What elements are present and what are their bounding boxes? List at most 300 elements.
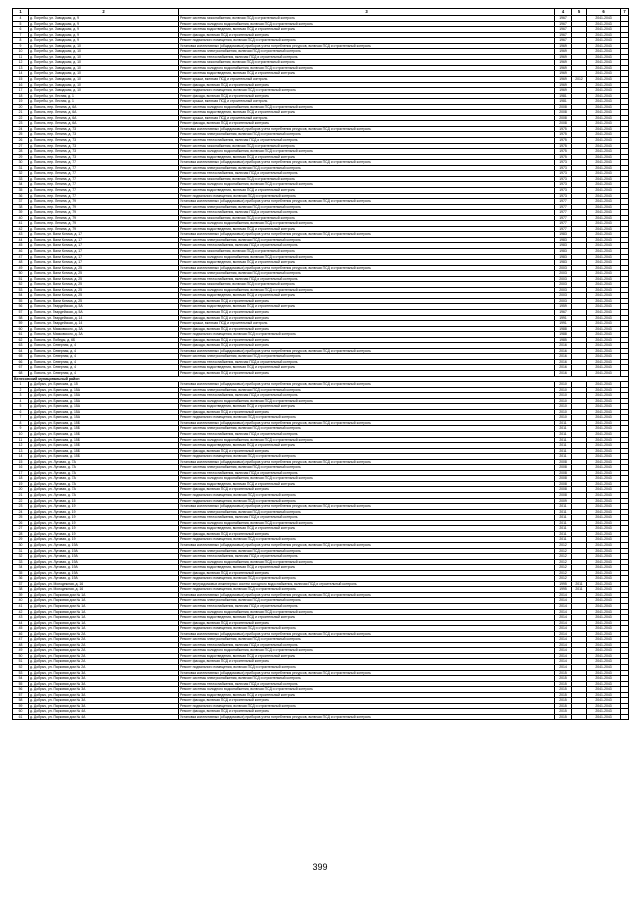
row-number: 39: [13, 592, 29, 598]
work-type-cell: Ремонт системы электроснабжения, включая ПСД и строительный контроль: [179, 271, 555, 277]
row-number: 59: [13, 703, 29, 709]
build-year-cell: 1959: [555, 304, 572, 310]
address-cell: д. Поволь, пер. Ленина, д. 73: [29, 154, 179, 160]
address-cell: д. Поволь, пер. Ленина, д. 6А: [29, 110, 179, 116]
planned-period-cell: 2041-2043: [587, 520, 621, 526]
column-header: 1: [13, 9, 29, 16]
planned-period-cell: 2041-2043: [587, 265, 621, 271]
address-cell: д. Поволь, ул. Вали Котика, д. 17: [29, 260, 179, 266]
build-year-cell: 2012: [555, 559, 572, 565]
planned-period-cell: 2041-2043: [587, 337, 621, 343]
address-cell: д. Добрыч, ул. Парковая дом № 2А: [29, 653, 179, 659]
planned-period-cell: 2041-2043: [587, 703, 621, 709]
row-number: 55: [13, 681, 29, 687]
row-number: 35: [13, 570, 29, 576]
row-number: 21: [13, 110, 29, 116]
build-year-cell: 1969: [555, 77, 572, 83]
planned-period-cell: 2041-2043: [587, 576, 621, 582]
planned-period-cell: 2041-2043: [587, 637, 621, 643]
address-cell: д. Поволь, ул. Гвардейская, д. 14: [29, 315, 179, 321]
planned-period-cell: 2041-2043: [587, 415, 621, 421]
planned-period-cell: 2041-2043: [587, 409, 621, 415]
address-cell: д. Погребы, ул. Лесная, д. 1: [29, 93, 179, 99]
build-year-cell: 2009: [555, 498, 572, 504]
row-number: 23: [13, 504, 29, 510]
planned-period-cell: 2041-2043: [587, 387, 621, 393]
row-number: 43: [13, 615, 29, 621]
row-number: 4: [13, 398, 29, 404]
row-number: 10: [13, 49, 29, 55]
work-type-cell: Ремонт системы газоснабжения, включая ПСД и строительный контроль: [179, 143, 555, 149]
planned-period-cell: 2041-2043: [587, 626, 621, 632]
build-year-cell: 2003: [555, 276, 572, 282]
address-cell: д. Поволь, пер. Ленина, д. 6А: [29, 115, 179, 121]
row-number: 44: [13, 620, 29, 626]
address-cell: д. Погребы, ул. Заводская, д. 9: [29, 21, 179, 27]
build-year-cell: 1977: [555, 226, 572, 232]
row-number: 36: [13, 576, 29, 582]
build-year-cell: 2010: [555, 382, 572, 388]
work-type-cell: Установка коллективных (общедомовых) приборов учета потребления ресурсов, включая ПСД и строительный контроль: [179, 420, 555, 426]
build-year-cell: 2014: [555, 603, 572, 609]
planned-period-cell: 2041-2043: [587, 687, 621, 693]
row-number: 9: [13, 43, 29, 49]
row-number: 5: [13, 404, 29, 410]
address-cell: д. Добрыч, ул. Луговая, д. 19А: [29, 554, 179, 560]
planned-period-cell: 2041-2043: [587, 254, 621, 260]
work-type-cell: Ремонт фасада, включая ПСД и строительный контроль: [179, 121, 555, 127]
address-cell: д. Добрыч, ул. Брянская, д. 15А: [29, 393, 179, 399]
work-type-cell: Ремонт подвального помещения, включая ПСД и строительный контроль: [179, 88, 555, 94]
planned-period-cell: 2041-2043: [587, 359, 621, 365]
last-repair-year-cell: 2011: [572, 581, 587, 587]
address-cell: д. Погребы, ул. Заводская, д. 10: [29, 82, 179, 88]
column-header: 7: [621, 9, 629, 16]
row-number: 31: [13, 548, 29, 554]
address-cell: д. Добрыч, ул. Парковая дом № 3А: [29, 670, 179, 676]
row-number: 13: [13, 65, 29, 71]
work-type-cell: Ремонт системы холодного водоснабжения, включая ПСД и строительный контроль: [179, 520, 555, 526]
work-type-cell: Ремонт фасада, включая ПСД и строительный контроль: [179, 570, 555, 576]
build-year-cell: 2012: [555, 570, 572, 576]
work-type-cell: Ремонт системы теплоснабжения, включая ПСД и строительный контроль: [179, 515, 555, 521]
build-year-cell: 2016: [555, 365, 572, 371]
work-type-cell: Установка коллективных (общедомовых) приборов учета потребления ресурсов, включая ПСД и строительный контроль: [179, 542, 555, 548]
build-year-cell: 1969: [555, 54, 572, 60]
build-year-cell: 2010: [555, 387, 572, 393]
build-year-cell: 2010: [555, 415, 572, 421]
work-type-cell: Ремонт системы водоотведения, включая ПСД и строительный контроль: [179, 293, 555, 299]
address-cell: д. Добрыч, ул. Луговая, д. 19: [29, 509, 179, 515]
work-type-cell: Ремонт фасада, включая ПСД и строительный контроль: [179, 343, 555, 349]
row-number: 61: [13, 332, 29, 338]
planned-period-cell: 2041-2043: [587, 210, 621, 216]
row-number: 11: [13, 437, 29, 443]
work-type-cell: Ремонт системы теплоснабжения, включая ПСД и строительный контроль: [179, 210, 555, 216]
row-number: 58: [13, 315, 29, 321]
address-cell: д. Поволь, пер. Ленина, д. 79: [29, 215, 179, 221]
row-number: 54: [13, 293, 29, 299]
build-year-cell: 2014: [555, 664, 572, 670]
row-number: 4: [13, 16, 29, 22]
work-type-cell: Ремонт подвального помещения, включая ПСД и строительный контроль: [179, 415, 555, 421]
row-number: 20: [13, 487, 29, 493]
build-year-cell: 2008: [555, 487, 572, 493]
planned-period-cell: 2041-2043: [587, 603, 621, 609]
address-cell: д. Добрыч, ул. Луговая, д. 7А: [29, 487, 179, 493]
row-number: 32: [13, 171, 29, 177]
row-number: 49: [13, 265, 29, 271]
work-type-cell: Установка коллективных (общедомовых) приборов учета потребления ресурсов, включая ПСД и строительный контроль: [179, 592, 555, 598]
work-type-cell: Ремонт системы электроснабжения, включая ПСД и строительный контроль: [179, 204, 555, 210]
work-type-cell: Ремонт подвального помещения, включая ПСД и строительный контроль: [179, 332, 555, 338]
planned-period-cell: 2041-2043: [587, 659, 621, 665]
address-cell: д. Добрыч, ул. Брянская, д. 15Б: [29, 454, 179, 460]
work-type-cell: Ремонт системы теплоснабжения, включая ПСД и строительный контроль: [179, 432, 555, 438]
last-repair-year-cell: [572, 714, 587, 720]
planned-period-cell: 2041-2043: [587, 565, 621, 571]
address-cell: д. Добрыч, ул. Луговая, д. 19: [29, 531, 179, 537]
row-number: 39: [13, 210, 29, 216]
row-number: 1: [13, 382, 29, 388]
work-type-cell: Установка коллективных (общедомовых) приборов учета потребления ресурсов, включая ПСД и строительный контроль: [179, 631, 555, 637]
address-cell: д. Поволь, пер. Ленина, д. 77: [29, 182, 179, 188]
address-cell: д. Добрыч, ул. Луговая, д. 19А: [29, 570, 179, 576]
row-number: 60: [13, 709, 29, 715]
planned-period-cell: 2041-2043: [587, 154, 621, 160]
row-number: 11: [13, 54, 29, 60]
work-type-cell: Ремонт системы водоотведения, включая ПСД и строительный контроль: [179, 226, 555, 232]
planned-period-cell: 2041-2043: [587, 93, 621, 99]
address-cell: д. Добрыч, ул. Парковая дом № 1А: [29, 626, 179, 632]
build-year-cell: 1973: [555, 165, 572, 171]
planned-period-cell: 2041-2043: [587, 271, 621, 277]
address-cell: д. Добрыч, ул. Брянская, д. 15А: [29, 404, 179, 410]
column-header: 6: [587, 9, 621, 16]
address-cell: д. Поволь, ул. Северная, д. 4: [29, 365, 179, 371]
planned-period-cell: 2041-2043: [587, 226, 621, 232]
section-title: Велесовский муниципальный район: [13, 376, 629, 382]
address-cell: д. Погребы, ул. Заводская, д. 9: [29, 32, 179, 38]
work-type-cell: Ремонт системы холодного водоснабжения, включая ПСД и строительный контроль: [179, 609, 555, 615]
row-number: 40: [13, 215, 29, 221]
address-cell: д. Поволь, ул. Вали Котика, д. 17: [29, 237, 179, 243]
row-number: 24: [13, 126, 29, 132]
build-year-cell: 1983: [555, 237, 572, 243]
row-number: 44: [13, 237, 29, 243]
build-year-cell: 1969: [555, 60, 572, 66]
document-page: [12, 8, 628, 720]
address-cell: д. Поволь, ул. Северная, д. 4: [29, 354, 179, 360]
row-number: 12: [13, 60, 29, 66]
work-type-cell: Ремонт системы газоснабжения, включая ПСД и строительный контроль: [179, 176, 555, 182]
row-number: 8: [13, 420, 29, 426]
build-year-cell: 2012: [555, 565, 572, 571]
work-type-cell: Установка коллективных (общедомовых) приборов учета потребления ресурсов, включая ПСД и строительный контроль: [179, 504, 555, 510]
build-year-cell: 1977: [555, 221, 572, 227]
work-type-cell: Ремонт фасада, включая ПСД и строительный контроль: [179, 487, 555, 493]
address-cell: д. Добрыч, ул. Парковая дом № 3А: [29, 676, 179, 682]
row-number: 15: [13, 459, 29, 465]
work-type-cell: Ремонт фасада, включая ПСД и строительный контроль: [179, 409, 555, 415]
build-year-cell: 1981: [555, 93, 572, 99]
row-number: 14: [13, 71, 29, 77]
row-number: 24: [13, 509, 29, 515]
last-repair-year-cell: 2011: [572, 587, 587, 593]
build-year-cell: 2011: [555, 432, 572, 438]
build-year-cell: 2003: [555, 282, 572, 288]
address-cell: д. Погребы, ул. Заводская, д. 9: [29, 16, 179, 22]
build-year-cell: 2010: [555, 398, 572, 404]
work-type-cell: Ремонт системы теплоснабжения, включая ПСД и строительный контроль: [179, 470, 555, 476]
table-body-second-district: [13, 382, 629, 720]
row-number: 22: [13, 498, 29, 504]
planned-period-cell: 2041-2043: [587, 542, 621, 548]
planned-period-cell: 2041-2043: [587, 348, 621, 354]
planned-period-cell: 2041-2043: [587, 670, 621, 676]
row-number: 22: [13, 115, 29, 121]
address-cell: д. Поволь, пер. Ленина, д. 77: [29, 176, 179, 182]
planned-period-cell: 2041-2043: [587, 653, 621, 659]
address-cell: д. Добрыч, ул. Луговая, д. 19А: [29, 576, 179, 582]
planned-period-cell: 2041-2043: [587, 420, 621, 426]
planned-period-cell: 2041-2043: [587, 21, 621, 27]
work-type-cell: Ремонт системы теплоснабжения, включая ПСД и строительный контроль: [179, 603, 555, 609]
build-year-cell: 1973: [555, 193, 572, 199]
work-type-cell: Ремонт системы электроснабжения, включая ПСД и строительный контроль: [179, 165, 555, 171]
work-type-cell: Ремонт фасада, включая ПСД и строительный контроль: [179, 337, 555, 343]
row-number: 56: [13, 687, 29, 693]
work-type-cell: Ремонт системы газоснабжения, включая ПСД и строительный контроль: [179, 248, 555, 254]
row-number: 61: [13, 714, 29, 720]
work-type-cell: Ремонт системы электроснабжения, включая ПСД и строительный контроль: [179, 637, 555, 643]
row-number: 35: [13, 187, 29, 193]
build-year-cell: 2010: [555, 393, 572, 399]
build-year-cell: 1973: [555, 176, 572, 182]
planned-period-cell: 2041-2043: [587, 570, 621, 576]
planned-period-cell: 2041-2043: [587, 432, 621, 438]
build-year-cell: 1967: [555, 27, 572, 33]
work-type-cell: Ремонт системы водоотведения, включая ПСД и строительный контроль: [179, 365, 555, 371]
build-year-cell: 1969: [555, 49, 572, 55]
planned-period-cell: 2041-2043: [587, 598, 621, 604]
work-type-cell: Ремонт системы водоотведения, включая ПСД и строительный контроль: [179, 404, 555, 410]
planned-period-cell: 2041-2043: [587, 304, 621, 310]
planned-period-cell: 2041-2043: [587, 71, 621, 77]
planned-period-cell: 2041-2043: [587, 664, 621, 670]
address-cell: д. Поволь, ул. Вали Котика, д. 25: [29, 287, 179, 293]
address-cell: д. Погребы, ул. Заводская, д. 10: [29, 43, 179, 49]
build-year-cell: 2016: [555, 359, 572, 365]
work-type-cell: Ремонт системы электроснабжения, включая ПСД и строительный контроль: [179, 676, 555, 682]
extra-cell: [621, 714, 629, 720]
work-type-cell: Ремонт системы теплоснабжения, включая ПСД и строительный контроль: [179, 681, 555, 687]
address-cell: д. Поволь, пер. Ленина, д. 79: [29, 210, 179, 216]
address-cell: д. Поволь, пер. Ленина, д. 77: [29, 187, 179, 193]
planned-period-cell: 2041-2043: [587, 176, 621, 182]
work-type-cell: Ремонт системы электроснабжения, включая ПСД и строительный контроль: [179, 598, 555, 604]
address-cell: д. Добрыч, ул. Луговая, д. 7А: [29, 465, 179, 471]
address-cell: д. Добрыч, ул. Луговая, д. 7А: [29, 459, 179, 465]
address-cell: д. Добрыч, ул. Луговая, д. 7А: [29, 470, 179, 476]
build-year-cell: 1983: [555, 232, 572, 238]
row-number: 16: [13, 465, 29, 471]
work-type-cell: Ремонт подвального помещения, включая ПСД и строительный контроль: [179, 454, 555, 460]
planned-period-cell: 2041-2043: [587, 459, 621, 465]
work-type-cell: Ремонт системы электроснабжения, включая ПСД и строительный контроль: [179, 548, 555, 554]
planned-period-cell: 2041-2043: [587, 709, 621, 715]
work-type-cell: Ремонт фасада, включая ПСД и строительный контроль: [179, 659, 555, 665]
planned-period-cell: 2041-2043: [587, 82, 621, 88]
address-cell: д. Добрыч, ул. Парковая дом № 3А: [29, 681, 179, 687]
build-year-cell: 2011: [555, 420, 572, 426]
build-year-cell: 1981: [555, 99, 572, 105]
work-type-cell: Ремонт системы газоснабжения, включая ПСД и строительный контроль: [179, 60, 555, 66]
row-number: 62: [13, 337, 29, 343]
address-cell: д. Добрыч, ул. Парковая дом № 2А: [29, 631, 179, 637]
row-number: 12: [13, 443, 29, 449]
row-number: 66: [13, 359, 29, 365]
row-number: 27: [13, 526, 29, 532]
build-year-cell: 2015: [555, 692, 572, 698]
address-cell: д. Погребы, ул. Заводская, д. 10: [29, 60, 179, 66]
build-year-cell: 2015: [555, 698, 572, 704]
work-type-cell: Ремонт системы электроснабжения, включая ПСД и строительный контроль: [179, 132, 555, 138]
row-number: 16: [13, 82, 29, 88]
planned-period-cell: 2041-2043: [587, 426, 621, 432]
address-cell: д. Поволь, ул. Вали Котика, д. 17: [29, 248, 179, 254]
address-cell: д. Поволь, пер. Ленина, д. 73: [29, 143, 179, 149]
table-body-first-district: [13, 16, 629, 377]
build-year-cell: 2016: [555, 343, 572, 349]
planned-period-cell: 2041-2043: [587, 215, 621, 221]
build-year-cell: 1977: [555, 199, 572, 205]
work-type-cell: Ремонт фасада, включая ПСД и строительный контроль: [179, 32, 555, 38]
row-number: 47: [13, 254, 29, 260]
address-cell: д. Поволь, пер. Ленина, д. 73: [29, 132, 179, 138]
build-year-cell: 2008: [555, 493, 572, 499]
build-year-cell: 2012: [555, 548, 572, 554]
planned-period-cell: 2041-2043: [587, 221, 621, 227]
column-header: 3: [179, 9, 555, 16]
planned-period-cell: 2041-2043: [587, 149, 621, 155]
work-type-cell: Ремонт системы холодного водоснабжения, включая ПСД и строительный контроль: [179, 104, 555, 110]
build-year-cell: 1967: [555, 38, 572, 44]
address-cell: д. Добрыч, ул. Парковая дом № 2А: [29, 664, 179, 670]
address-cell: д. Поволь, ул. Вали Котика, д. 25: [29, 298, 179, 304]
address-cell: д. Добрыч, ул. Парковая дом № 1А: [29, 603, 179, 609]
address-cell: д. Добрыч, ул. Брянская, д. 15А: [29, 415, 179, 421]
row-number: 42: [13, 226, 29, 232]
planned-period-cell: 2041-2043: [587, 237, 621, 243]
address-cell: д. Поволь, ул. Вали Котика, д. 25: [29, 282, 179, 288]
build-year-cell: 2003: [555, 265, 572, 271]
work-type-cell: Ремонт системы теплоснабжения, включая ПСД и строительный контроль: [179, 54, 555, 60]
work-type-cell: Ремонт фасада, включая ПСД и строительный контроль: [179, 620, 555, 626]
address-cell: д. Добрыч, ул. Молодежная, д. 16: [29, 581, 179, 587]
build-year-cell: 1988: [555, 332, 572, 338]
row-number: 41: [13, 603, 29, 609]
planned-period-cell: 2041-2043: [587, 143, 621, 149]
work-type-cell: Ремонт системы холодного водоснабжения, включая ПСД и строительный контроль: [179, 437, 555, 443]
work-type-cell: Ремонт системы водоотведения, включая ПСД и строительный контроль: [179, 110, 555, 116]
planned-period-cell: 2041-2043: [587, 16, 621, 22]
build-year-cell: 2011: [555, 520, 572, 526]
planned-period-cell: 2041-2043: [587, 110, 621, 116]
build-year-cell: 2008: [555, 110, 572, 116]
build-year-cell: 2011: [555, 454, 572, 460]
address-cell: д. Добрыч, ул. Парковая дом № 3А: [29, 703, 179, 709]
address-cell: д. Добрыч, ул. Брянская, д. 15: [29, 382, 179, 388]
row-number: 68: [13, 371, 29, 377]
work-type-cell: Ремонт внутридомовых инженерных систем холодного водоснабжения, включая ПСД и строительный контроль: [179, 581, 555, 587]
row-number: 21: [13, 493, 29, 499]
build-year-cell: 2003: [555, 298, 572, 304]
build-year-cell: 2011: [555, 448, 572, 454]
work-type-cell: Ремонт подвального помещения, включая ПСД и строительный контроль: [179, 537, 555, 543]
address-cell: д. Поволь, пер. Ленина, д. 6А: [29, 121, 179, 127]
address-cell: д. Погребы, ул. Заводская, д. 9: [29, 38, 179, 44]
work-type-cell: Ремонт подвального помещения, включая ПСД и строительный контроль: [179, 664, 555, 670]
build-year-cell: 2014: [555, 598, 572, 604]
address-cell: д. Добрыч, ул. Луговая, д. 7А: [29, 476, 179, 482]
planned-period-cell: 2041-2043: [587, 232, 621, 238]
address-cell: д. Добрыч, ул. Парковая дом № 2А: [29, 659, 179, 665]
build-year-cell: 2015: [555, 681, 572, 687]
row-number: 47: [13, 637, 29, 643]
planned-period-cell: 2041-2043: [587, 193, 621, 199]
address-cell: д. Добрыч, ул. Брянская, д. 15Б: [29, 443, 179, 449]
build-year-cell: 1967: [555, 32, 572, 38]
build-year-cell: 1977: [555, 215, 572, 221]
planned-period-cell: 2041-2043: [587, 38, 621, 44]
planned-period-cell: 2041-2043: [587, 393, 621, 399]
build-year-cell: 2011: [555, 509, 572, 515]
planned-period-cell: 2041-2043: [587, 681, 621, 687]
planned-period-cell: 2041-2043: [587, 498, 621, 504]
build-year-cell: 2011: [555, 437, 572, 443]
build-year-cell: 2011: [555, 526, 572, 532]
planned-period-cell: 2041-2043: [587, 315, 621, 321]
work-type-cell: Установка коллективных (общедомовых) приборов учета потребления ресурсов, включая ПСД и строительный контроль: [179, 199, 555, 205]
work-type-cell: Ремонт подвального помещения, включая ПСД и строительный контроль: [179, 576, 555, 582]
build-year-cell: 2016: [555, 371, 572, 377]
planned-period-cell: 2041-2043: [587, 298, 621, 304]
address-cell: д. Поволь, ул. Вали Котика, д. 25: [29, 265, 179, 271]
address-cell: д. Добрыч, ул. Луговая, д. 19: [29, 515, 179, 521]
row-number: 40: [13, 598, 29, 604]
address-cell: д. Добрыч, ул. Луговая, д. 19: [29, 537, 179, 543]
row-number: 3: [13, 393, 29, 399]
work-type-cell: Ремонт фасада, включая ПСД и строительный контроль: [179, 531, 555, 537]
work-type-cell: Ремонт подвального помещения, включая ПСД и строительный контроль: [179, 498, 555, 504]
address-cell: д. Поволь, ул. Северная, д. 4: [29, 348, 179, 354]
address-cell: д. Добрыч, ул. Брянская, д. 15Б: [29, 432, 179, 438]
build-year-cell: 2015: [555, 703, 572, 709]
address-cell: д. Добрыч, ул. Парковая дом № 2А: [29, 648, 179, 654]
planned-period-cell: 2041-2043: [587, 332, 621, 338]
planned-period-cell: 2041-2043: [587, 526, 621, 532]
work-type-cell: Ремонт системы теплоснабжения, включая ПСД и строительный контроль: [179, 642, 555, 648]
row-number: 29: [13, 154, 29, 160]
work-type-cell: Ремонт системы газоснабжения, включая ПСД и строительный контроль: [179, 282, 555, 288]
planned-period-cell: 2041-2043: [587, 515, 621, 521]
address-cell: д. Погребы, ул. Заводская, д. 9: [29, 27, 179, 33]
work-type-cell: Ремонт системы водоотведения, включая ПСД и строительный контроль: [179, 154, 555, 160]
address-cell: д. Поволь, пер. Ленина, д. 6А: [29, 104, 179, 110]
row-number: 17: [13, 88, 29, 94]
planned-period-cell: 2041-2043: [587, 548, 621, 554]
